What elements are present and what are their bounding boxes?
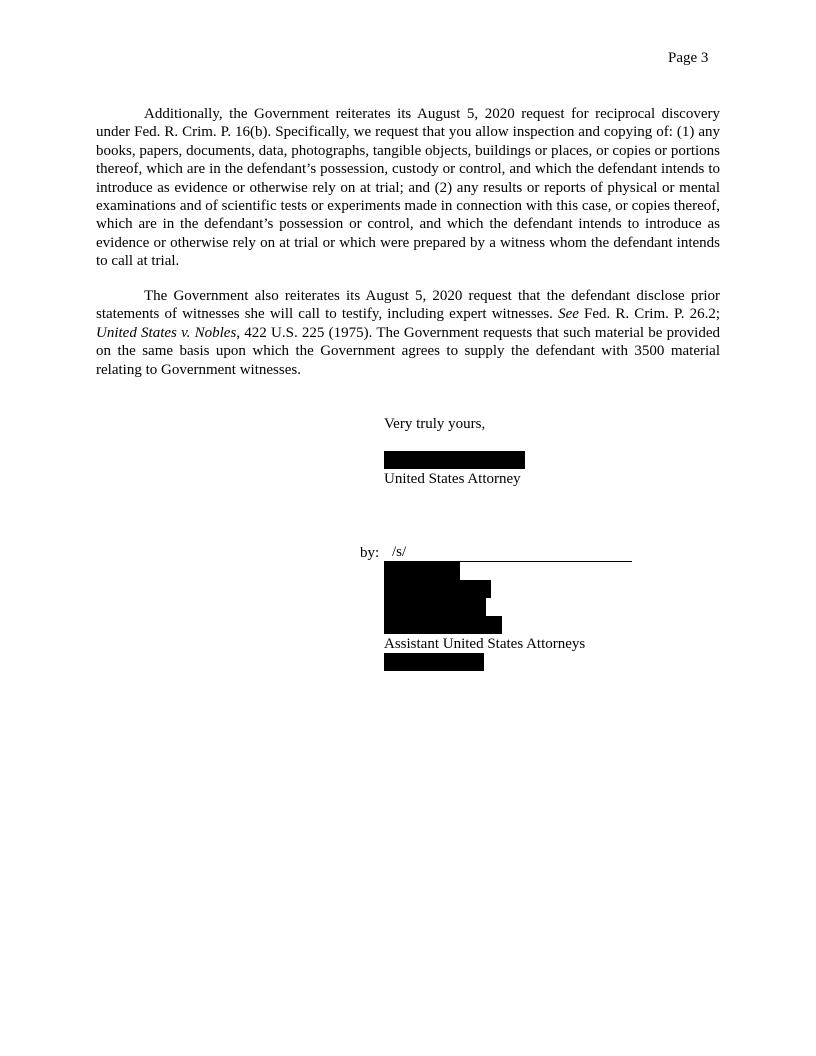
rule-citation: Fed. R. Crim. P. 26.2; bbox=[578, 306, 721, 323]
closing-salutation: Very truly yours, bbox=[384, 416, 486, 432]
redaction-contact-info bbox=[384, 653, 484, 671]
by-label: by: bbox=[360, 545, 380, 561]
reciprocal-discovery-paragraph: Additionally, the Government reiterates its August 5, 2020 request for reciprocal discovery under Fed. R. Crim. P. 16(b). Specifically, we request that you allow inspection and copying of: (1) any books, papers, documents, data, photographs, tangible objects, buildings or places, or copies or portions thereof, which are in the defendant’s possession, custody or control, and which the defendant intends to introduce as evidence or otherwise rely on at trial; and (2) any results or reports of physical or mental examinations and of scientific tests or experiments made in connection with this case, or copies thereof, which are in the defendant’s possession or control, and which the defendant intends to introduce as evidence or otherwise rely on at trial or which were prepared by a witness whom the defendant intends to call at trial. bbox=[96, 106, 720, 270]
redaction-ausa-name-2 bbox=[384, 580, 491, 598]
prior-statements-paragraph bbox=[96, 287, 720, 379]
us-attorney-title: United States Attorney bbox=[384, 471, 521, 487]
paragraph-text-end: , 422 U.S. 225 (1975). The Government requests that such material be provided on the same basis upon which the Government agrees to supply the defendant with 3500 material relating to Government witnesses. bbox=[96, 324, 720, 378]
page-number: Page 3 bbox=[668, 50, 709, 66]
see-signal: See bbox=[558, 306, 579, 323]
signature-line bbox=[384, 544, 632, 562]
paragraph-text: The Government also reiterates its August 5, 2020 request that the defendant disclose prior statements of witnesses she will call to testify, including expert witnesses. bbox=[96, 288, 720, 323]
redaction-ausa-name-3 bbox=[384, 598, 486, 616]
electronic-signature: /s/ bbox=[392, 544, 407, 560]
redaction-ausa-name-4 bbox=[384, 616, 502, 634]
redaction-us-attorney-name bbox=[384, 451, 525, 469]
ausa-title: Assistant United States Attorneys bbox=[384, 636, 586, 652]
redaction-ausa-name-1 bbox=[384, 562, 460, 580]
case-name: United States v. Nobles bbox=[96, 324, 237, 341]
